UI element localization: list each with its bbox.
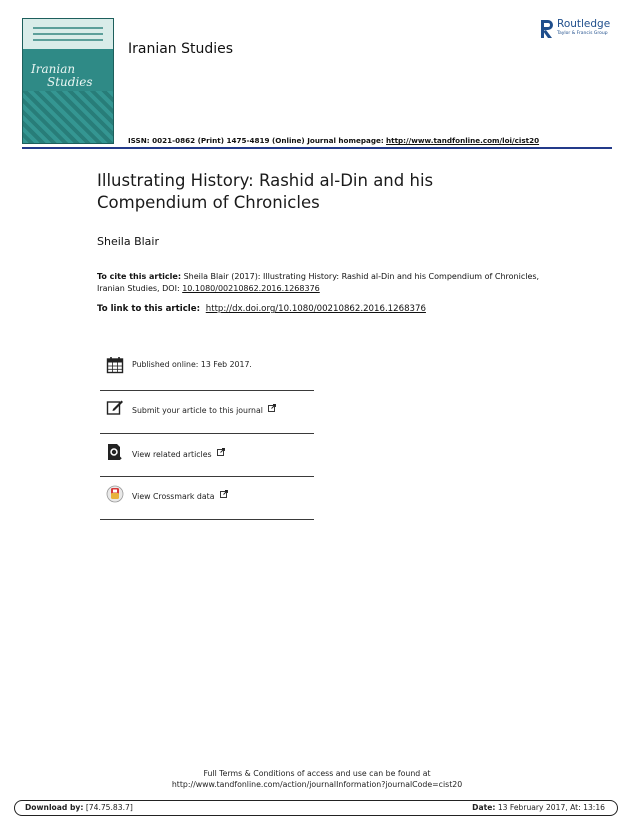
download-by [25, 801, 133, 815]
crossmark-link[interactable] [132, 490, 228, 501]
cover-pattern [23, 91, 113, 143]
cover-title-line-2: Studies [47, 75, 93, 89]
citation-label: To cite this article: [97, 272, 182, 281]
header-divider [22, 147, 612, 149]
article-link-label: To link to this article: [97, 304, 201, 314]
crossmark-icon [106, 485, 124, 503]
publisher-tagline: Taylor & Francis Group [557, 31, 608, 36]
download-date-value: 13 February 2017, At: 13:16 [497, 803, 605, 812]
download-bar [14, 800, 618, 816]
publisher-logo[interactable] [540, 18, 620, 42]
issn-line [128, 136, 539, 145]
search-document-icon [106, 443, 124, 461]
cover-title-line-1: Iranian [31, 62, 76, 76]
citation-text: Sheila Blair (2017): Illustrating History: Rashid al-Din and his Compendium of Chronicles, Iranian Studies, DOI: [97, 272, 540, 293]
related-articles-row[interactable] [100, 434, 314, 477]
issn-label: ISSN: 0021-0862 (Print) 1475-4819 (Online) Journal homepage: [128, 136, 384, 145]
published-online-text: Published online: 13 Feb 2017. [132, 360, 252, 369]
citation-doi-link[interactable]: 10.1080/00210862.2016.1268376 [182, 284, 320, 293]
download-date-label: Date: [472, 803, 496, 812]
crossmark-label: View Crossmark data [132, 492, 215, 501]
article-title: Illustrating History: Rashid al-Din and his Compendium of Chronicles [97, 171, 434, 212]
article-author: Sheila Blair [97, 235, 159, 248]
terms-url[interactable]: http://www.tandfonline.com/action/journalInformation?journalCode=cist20 [171, 780, 463, 789]
published-online-row [100, 348, 314, 391]
routledge-r-icon [540, 18, 554, 40]
external-link-icon [220, 490, 228, 498]
publisher-name: Routledge [557, 18, 611, 30]
external-link-icon [217, 448, 225, 456]
download-by-label: Download by: [25, 803, 84, 812]
crossmark-row[interactable] [100, 477, 314, 520]
edit-icon [106, 398, 124, 416]
submit-article-link[interactable] [132, 404, 276, 415]
external-link-icon [268, 404, 276, 412]
journal-cover-image [22, 18, 114, 144]
download-by-value: [74.75.83.7] [85, 803, 133, 812]
terms-line: Full Terms & Conditions of access and use can be found at [203, 769, 431, 778]
cover-header-band [23, 19, 113, 49]
download-date [472, 801, 605, 815]
cover-title [31, 63, 111, 89]
calendar-icon [106, 356, 124, 374]
row-divider [100, 519, 314, 520]
submit-article-label: Submit your article to this journal [132, 406, 263, 415]
related-articles-link[interactable] [132, 448, 225, 459]
journal-homepage-link[interactable]: http://www.tandfonline.com/loi/cist20 [386, 136, 540, 145]
related-articles-label: View related articles [132, 450, 212, 459]
article-link-line [97, 304, 426, 314]
submit-article-row[interactable] [100, 391, 314, 434]
citation-block [97, 271, 547, 295]
journal-name[interactable]: Iranian Studies [128, 41, 234, 57]
article-doi-url[interactable]: http://dx.doi.org/10.1080/00210862.2016.1268376 [205, 304, 426, 314]
terms-conditions [0, 768, 634, 790]
